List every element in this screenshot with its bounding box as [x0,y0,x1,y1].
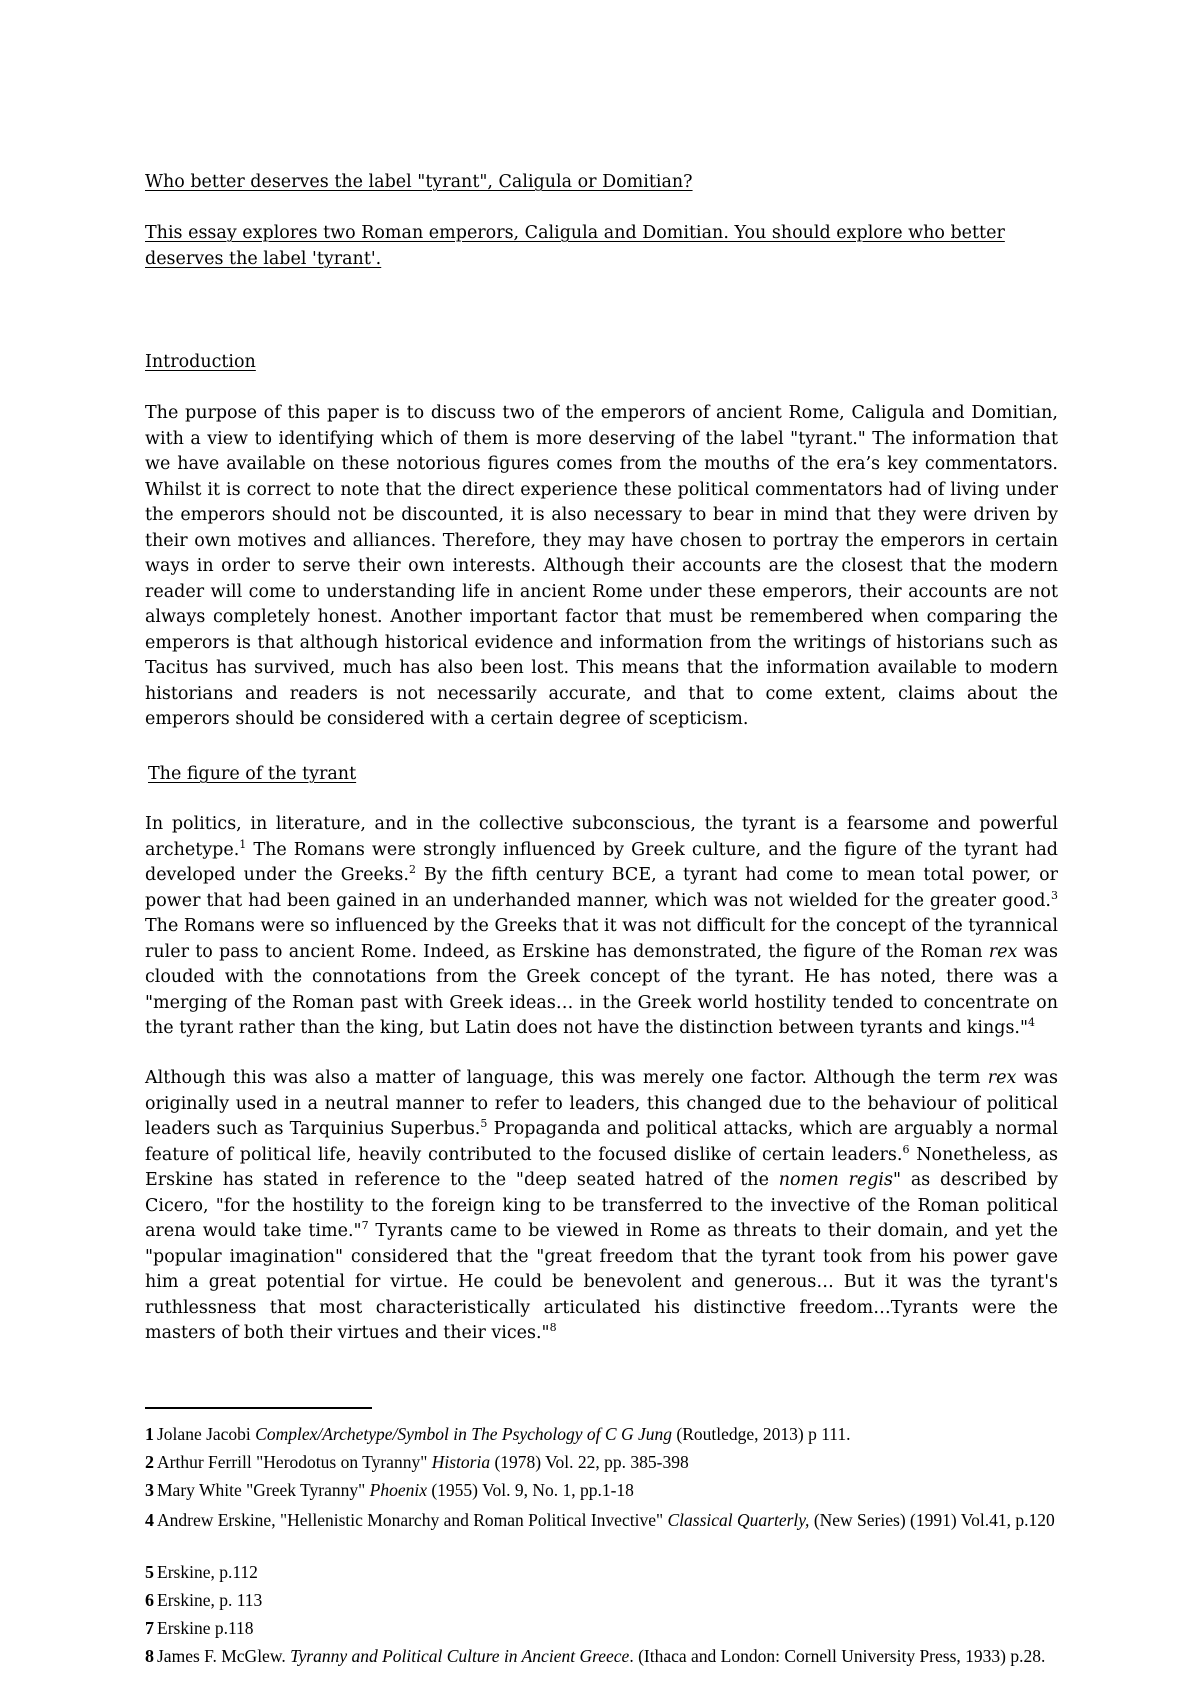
footnote-text: Erskine p.118 [157,1618,254,1638]
footnote-text: Arthur Ferrill "Herodotus on Tyranny" [157,1452,432,1472]
text-run: Propaganda and political attacks, which are arguably a normal feature of political life, heavily contributed to the focused dislike of certain leaders. [145,1119,1058,1165]
footnote-6 [145,1588,1058,1612]
footnote-8 [145,1644,1058,1668]
footnote-number: 5 [145,1562,154,1582]
footnote-number: 6 [145,1590,154,1610]
footnote-italic: Classical Quarterly, [667,1510,810,1530]
footnote-text: Erskine, p.112 [157,1562,258,1582]
text-run: was originally used in a neutral manner to refer to leaders, this changed due to the behaviour of political leaders such as Tarquinius Superbus. [145,1068,1058,1139]
essay-prompt: This essay explores two Roman emperors, Caligula and Domitian. You should explore who better deserves the label 'tyrant'. [145,223,1005,269]
footnote-ref-1[interactable]: 1 [239,837,247,851]
introduction-heading: Introduction [145,352,256,372]
footnote-ref-6[interactable]: 6 [902,1142,910,1156]
italic-term-rex: rex [987,1068,1017,1088]
footnote-text: (1978) Vol. 22, pp. 385-398 [490,1452,689,1472]
footnote-text: . (Ithaca and London: Cornell University Press, 1933) p.28. [629,1646,1046,1666]
introduction-paragraph: The purpose of this paper is to discuss two of the emperors of ancient Rome, Caligula and Domitian, with a view to identifying which of them is more deserving of the label "tyrant." The information that we have available on these notorious figures comes from the mouths of the era’s key commentators. Whilst it is correct to note that the direct experience these political commentators had of living under the emperors should not be discounted, it is also necessary to bear in mind that they were driven by their own motives and alliances. Therefore, they may have chosen to portray the emperors in certain ways in order to serve their own interests. Although their accounts are the closest that the modern reader will come to understanding life in ancient Rome under these emperors, their accounts are not always completely honest. Another important factor that must be remembered when comparing the emperors is that although historical evidence and information from the writings of historians such as Tacitus has survived, much has also been lost. This means that the information available to modern historians and readers is not necessarily accurate, and that to come extent, claims about the emperors should be considered with a certain degree of scepticism. [145,403,1058,729]
footnote-text: (Routledge, 2013) p 111. [672,1424,851,1444]
footnote-ref-2[interactable]: 2 [408,863,416,877]
footnote-5 [145,1560,1058,1584]
footnote-italic: Phoenix [369,1480,427,1500]
footnote-number: 2 [145,1452,154,1472]
essay-title: Who better deserves the label "tyrant", Caligula or Domitian? [145,172,693,192]
text-run: Tyrants came to be viewed in Rome as threats to their domain, and yet the "popular imagination" considered that the "great freedom that the tyrant took from his power gave him a great potential for virtue. He could be benevolent and generous… But it was the tyrant's ruthlessness that most characteristically articulated his distinctive freedom…Tyrants were the masters of both their virtues and their vices." [145,1221,1058,1343]
text-run: was clouded with the connotations from the Greek concept of the tyrant. He has noted, there was a "merging of the Roman past with Greek ideas… in the Greek world hostility tended to concentrate on the tyrant rather than the king, but Latin does not have the distinction between tyrants and kings." [145,941,1058,1038]
footnote-number: 8 [145,1646,154,1666]
text-run: Although this was also a matter of language, this was merely one factor. Although the term [145,1068,988,1088]
footnote-7 [145,1616,1058,1640]
footnote-text: (New Series) (1991) Vol.41, p.120 [809,1510,1055,1530]
footnote-ref-7[interactable]: 7 [361,1219,369,1233]
footnote-separator [145,1407,372,1409]
footnote-2 [145,1450,1058,1474]
footnote-number: 3 [145,1480,154,1500]
footnote-italic: Complex/Archetype/Symbol in The Psychology of C G Jung [255,1424,672,1444]
footnote-text: Mary White "Greek Tyranny" [157,1480,370,1500]
italic-term-nomen-regis: nomen regis" [778,1170,902,1190]
footnote-ref-3[interactable]: 3 [1051,888,1058,902]
footnote-number: 7 [145,1618,154,1638]
text-run: The Romans were strongly influenced by Greek culture, and the figure of the tyrant had developed under the Greeks. [145,839,1058,885]
footnote-text: James F. McGlew. [157,1646,291,1666]
footnote-italic: Tyranny and Political Culture in Ancient Greece [290,1646,630,1666]
footnote-italic: Historia [431,1452,491,1472]
footnote-text: Jolane Jacobi [157,1424,256,1444]
text-run: Nonetheless, as Erskine has stated in reference to the "deep seated hatred of the [145,1144,1059,1190]
footnote-text: Erskine, p. 113 [157,1590,263,1610]
footnote-1 [145,1422,1058,1446]
tyrant-section-heading: The figure of the tyrant [148,764,357,784]
footnote-4 [145,1508,1058,1532]
tyrant-paragraph-2 [145,1066,1058,1347]
text-run: as described by Cicero, "for the hostility to the foreign king to be transferred to the invective of the Roman political arena would take time." [145,1170,1058,1241]
text-run: By the fifth century BCE, a tyrant had come to mean total power, or power that had been gained in an underhanded manner, which was not wielded for the greater good. [145,865,1058,911]
footnote-ref-5[interactable]: 5 [480,1117,488,1131]
tyrant-paragraph-1 [145,812,1058,1042]
text-run: In politics, in literature, and in the collective subconscious, the tyrant is a fearsome and powerful archetype. [145,814,1058,860]
footnote-number: 1 [145,1424,154,1444]
footnote-ref-8[interactable]: 8 [549,1321,557,1335]
footnote-3 [145,1478,1058,1502]
footnote-text: Andrew Erskine, "Hellenistic Monarchy and Roman Political Invective" [157,1510,668,1530]
footnote-ref-4[interactable]: 4 [1028,1016,1036,1030]
footnote-number: 4 [145,1510,154,1530]
text-run: The Romans were so influenced by the Greeks that it was not difficult for the concept of the tyrannical ruler to pass to ancient Rome. Indeed, as Erskine has demonstrated, the figure of the Roman [145,916,1058,962]
footnote-text: (1955) Vol. 9, No. 1, pp.1-18 [426,1480,634,1500]
italic-term-rex: rex [988,941,1018,962]
